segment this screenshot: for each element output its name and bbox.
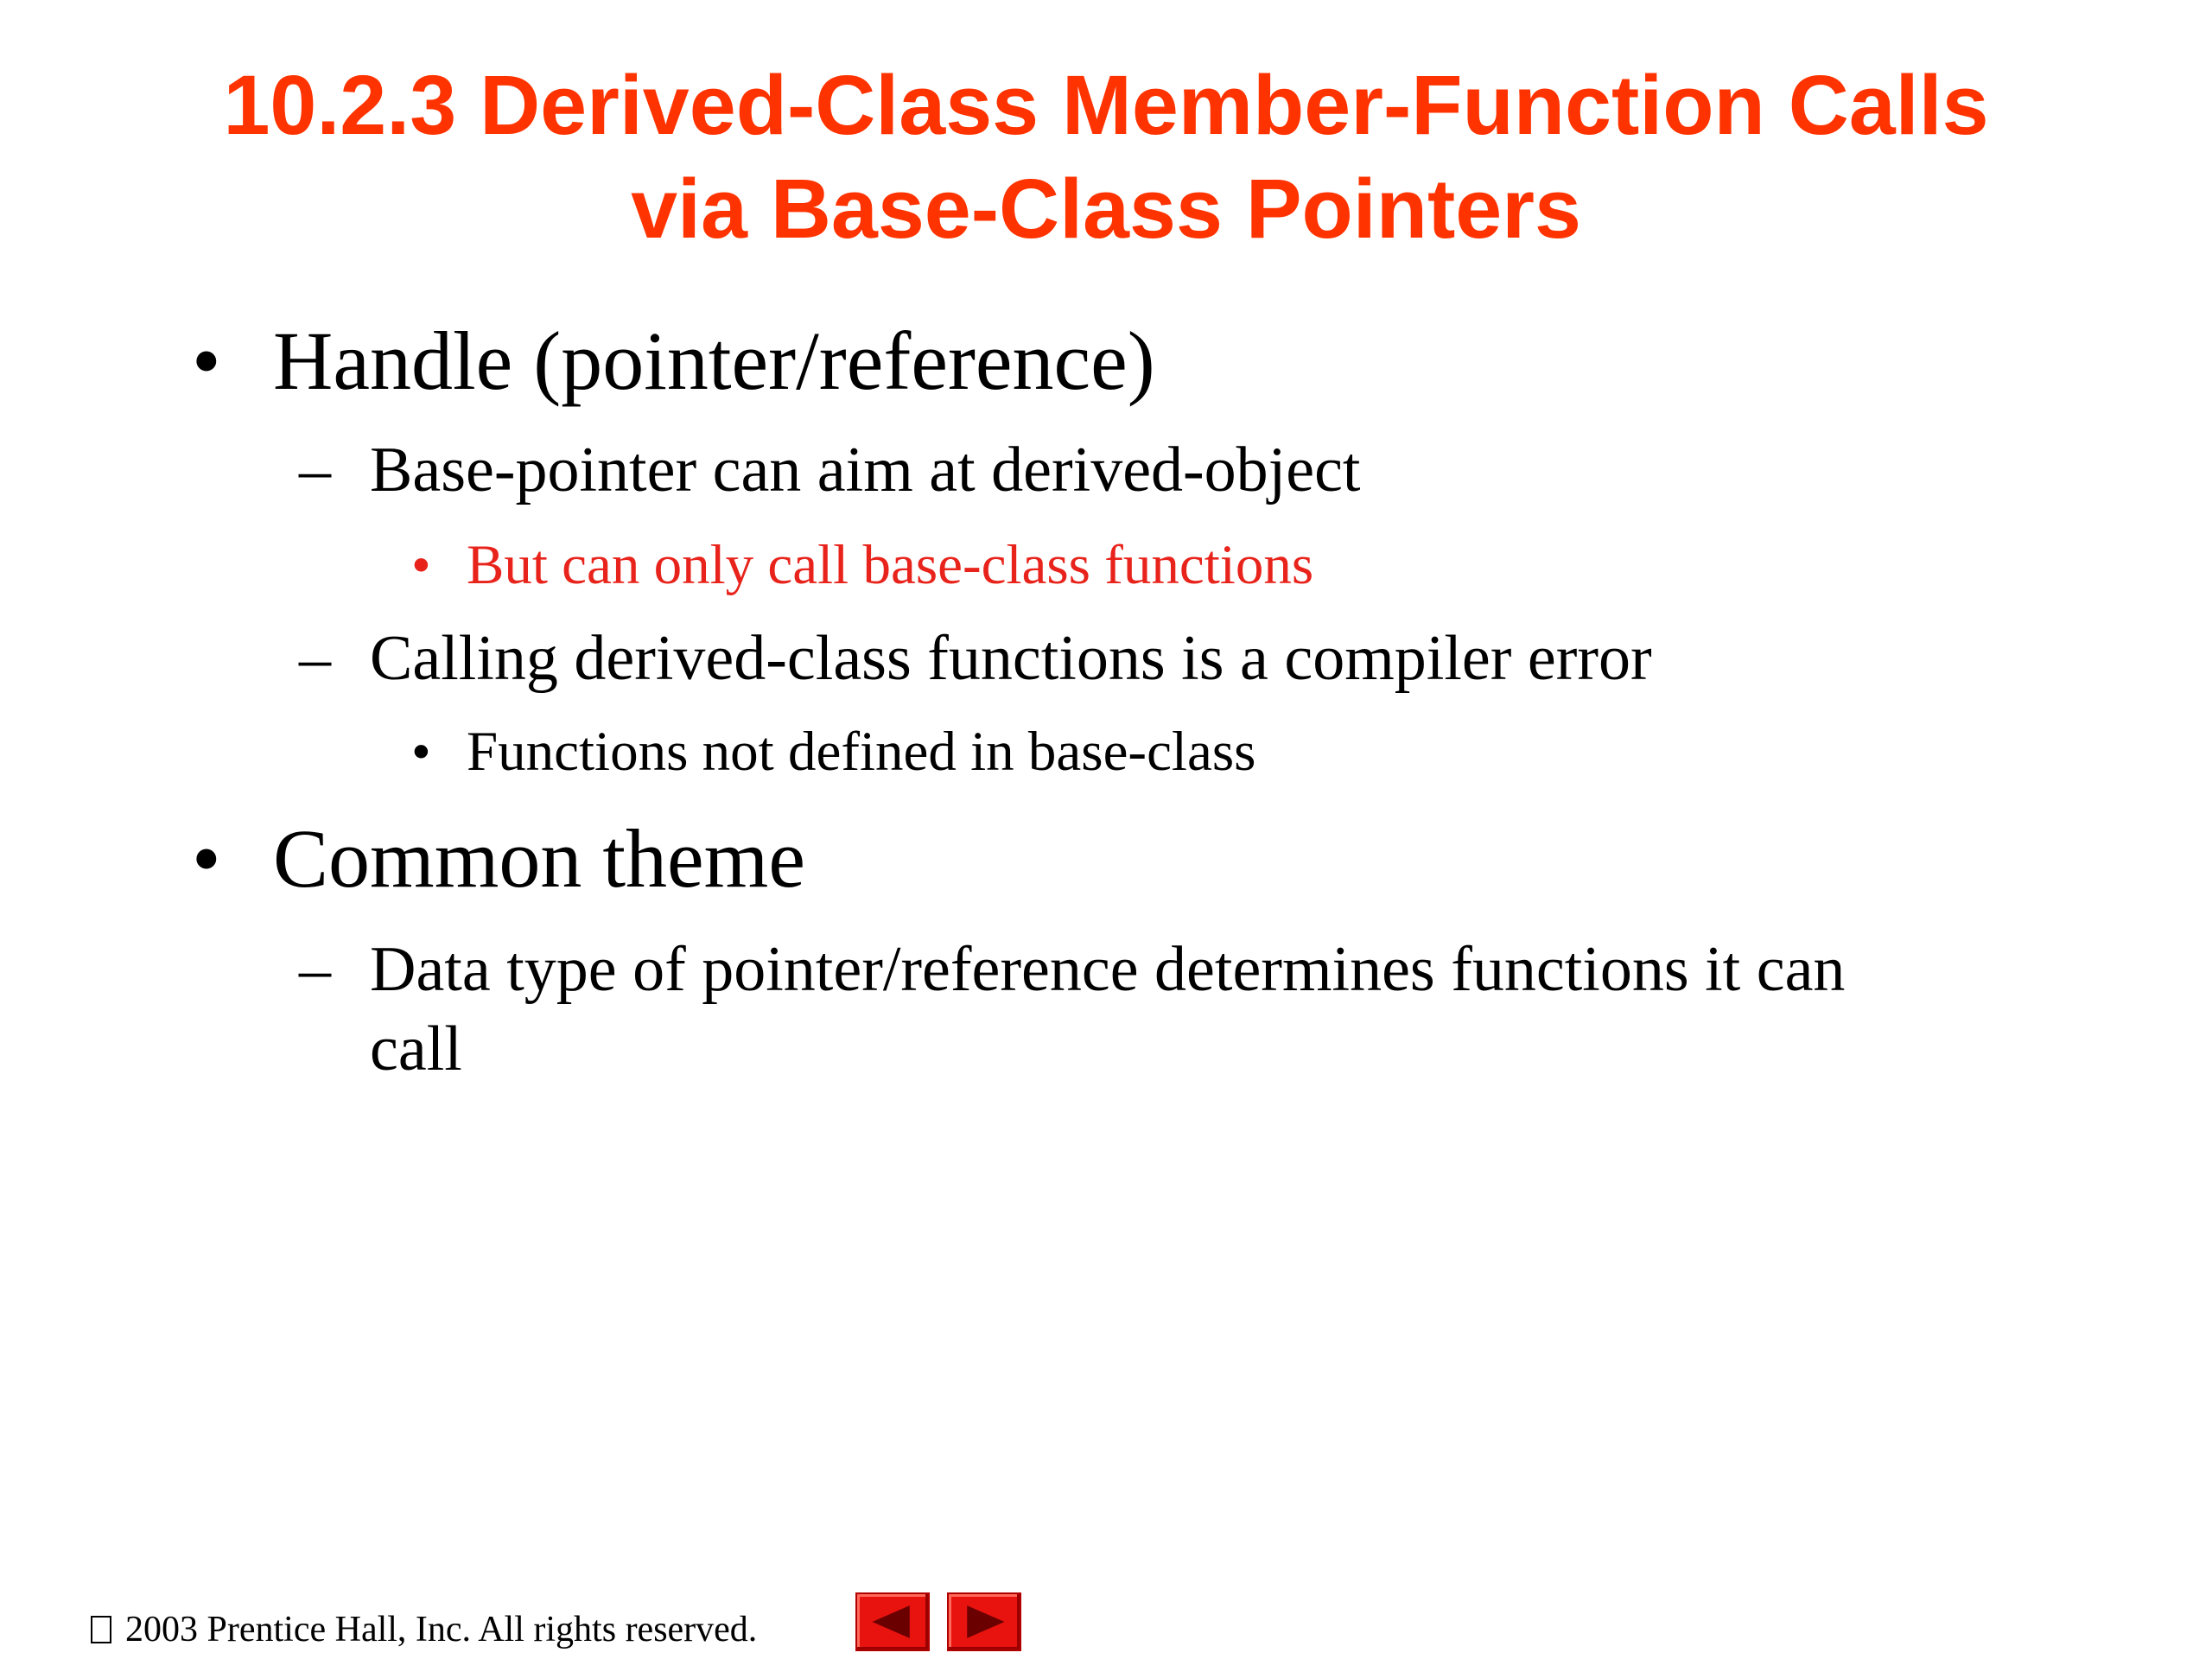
sub-bullet-compiler-error: Calling derived-class functions is a compiler error (370, 623, 1652, 694)
previous-slide-button[interactable] (855, 1592, 930, 1651)
title-line-1: 10.2.3 Derived-Class Member-Function Calls (223, 58, 1989, 152)
bullet-common-theme: Common theme (273, 812, 805, 905)
dash-marker: – (299, 934, 331, 1005)
sub-bullet-base-pointer: Base-pointer can aim at derived-object (370, 435, 1361, 505)
sub-bullet-data-type-line-2: call (370, 1014, 462, 1084)
sub-sub-bullet-marker: • (411, 534, 431, 596)
dash-marker: – (299, 435, 331, 505)
left-triangle-icon (857, 1594, 928, 1649)
bullet-marker: • (192, 812, 221, 905)
footer-copyright (91, 1609, 757, 1650)
sub-sub-bullet-marker: • (411, 721, 431, 783)
sub-sub-bullet-base-class-only: But can only call base-class functions (467, 534, 1314, 596)
next-slide-button[interactable] (947, 1592, 1021, 1651)
copyright-symbol-icon (91, 1616, 111, 1643)
right-triangle-icon (949, 1594, 1020, 1649)
sub-bullet-data-type-line-1: Data type of pointer/reference determines functions it can (370, 934, 1846, 1005)
bullet-handle: Handle (pointer/reference) (273, 315, 1155, 407)
dash-marker: – (299, 623, 331, 694)
copyright-text: 2003 Prentice Hall, Inc. All rights reserved. (125, 1610, 758, 1649)
bullet-marker: • (192, 315, 221, 407)
title-line-2: via Base-Class Pointers (631, 162, 1581, 256)
sub-sub-bullet-not-defined: Functions not defined in base-class (467, 721, 1256, 783)
